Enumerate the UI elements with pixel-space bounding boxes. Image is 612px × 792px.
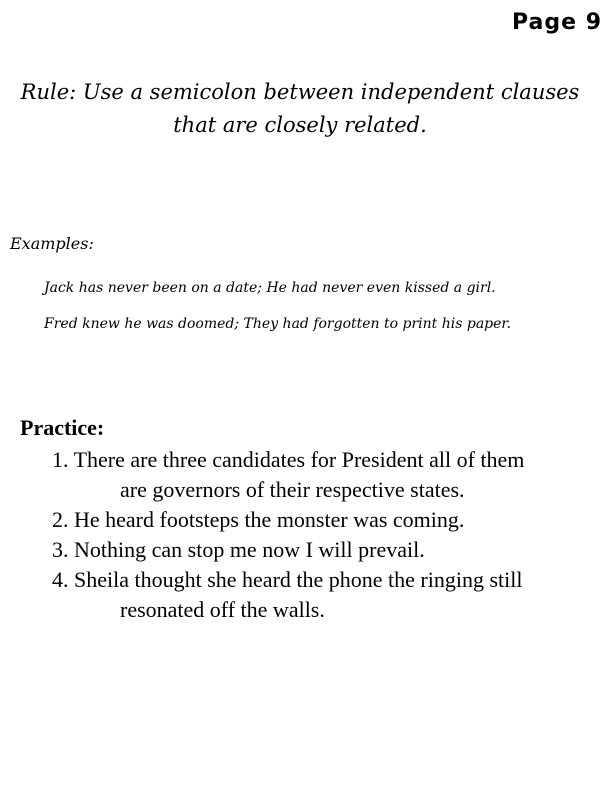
example-sentence: Jack has never been on a date; He had never even kissed a girl. bbox=[44, 280, 496, 296]
examples-list bbox=[44, 270, 604, 342]
page-number-label: Page 9 bbox=[511, 10, 602, 35]
practice-item bbox=[52, 505, 608, 535]
practice-heading: Practice: bbox=[20, 415, 105, 440]
practice-item-continuation: are governors of their respective states. bbox=[120, 477, 465, 502]
practice-item bbox=[52, 565, 608, 625]
practice-item bbox=[52, 445, 608, 505]
practice-item-text: 1. There are three candidates for President all of them bbox=[52, 447, 525, 472]
example-sentence: Fred knew he was doomed; They had forgotten to print his paper. bbox=[44, 316, 512, 332]
rule-statement: Rule: Use a semicolon between independent clauses that are closely related. bbox=[20, 80, 580, 137]
practice-item-text: 2. He heard footsteps the monster was coming. bbox=[52, 507, 465, 532]
practice-item bbox=[52, 535, 608, 565]
practice-item-text: 3. Nothing can stop me now I will prevail. bbox=[52, 537, 425, 562]
practice-item-text: 4. Sheila thought she heard the phone the ringing still bbox=[52, 567, 523, 592]
practice-item-continuation: resonated off the walls. bbox=[120, 597, 325, 622]
examples-heading: Examples: bbox=[10, 234, 94, 253]
practice-list bbox=[52, 445, 608, 625]
